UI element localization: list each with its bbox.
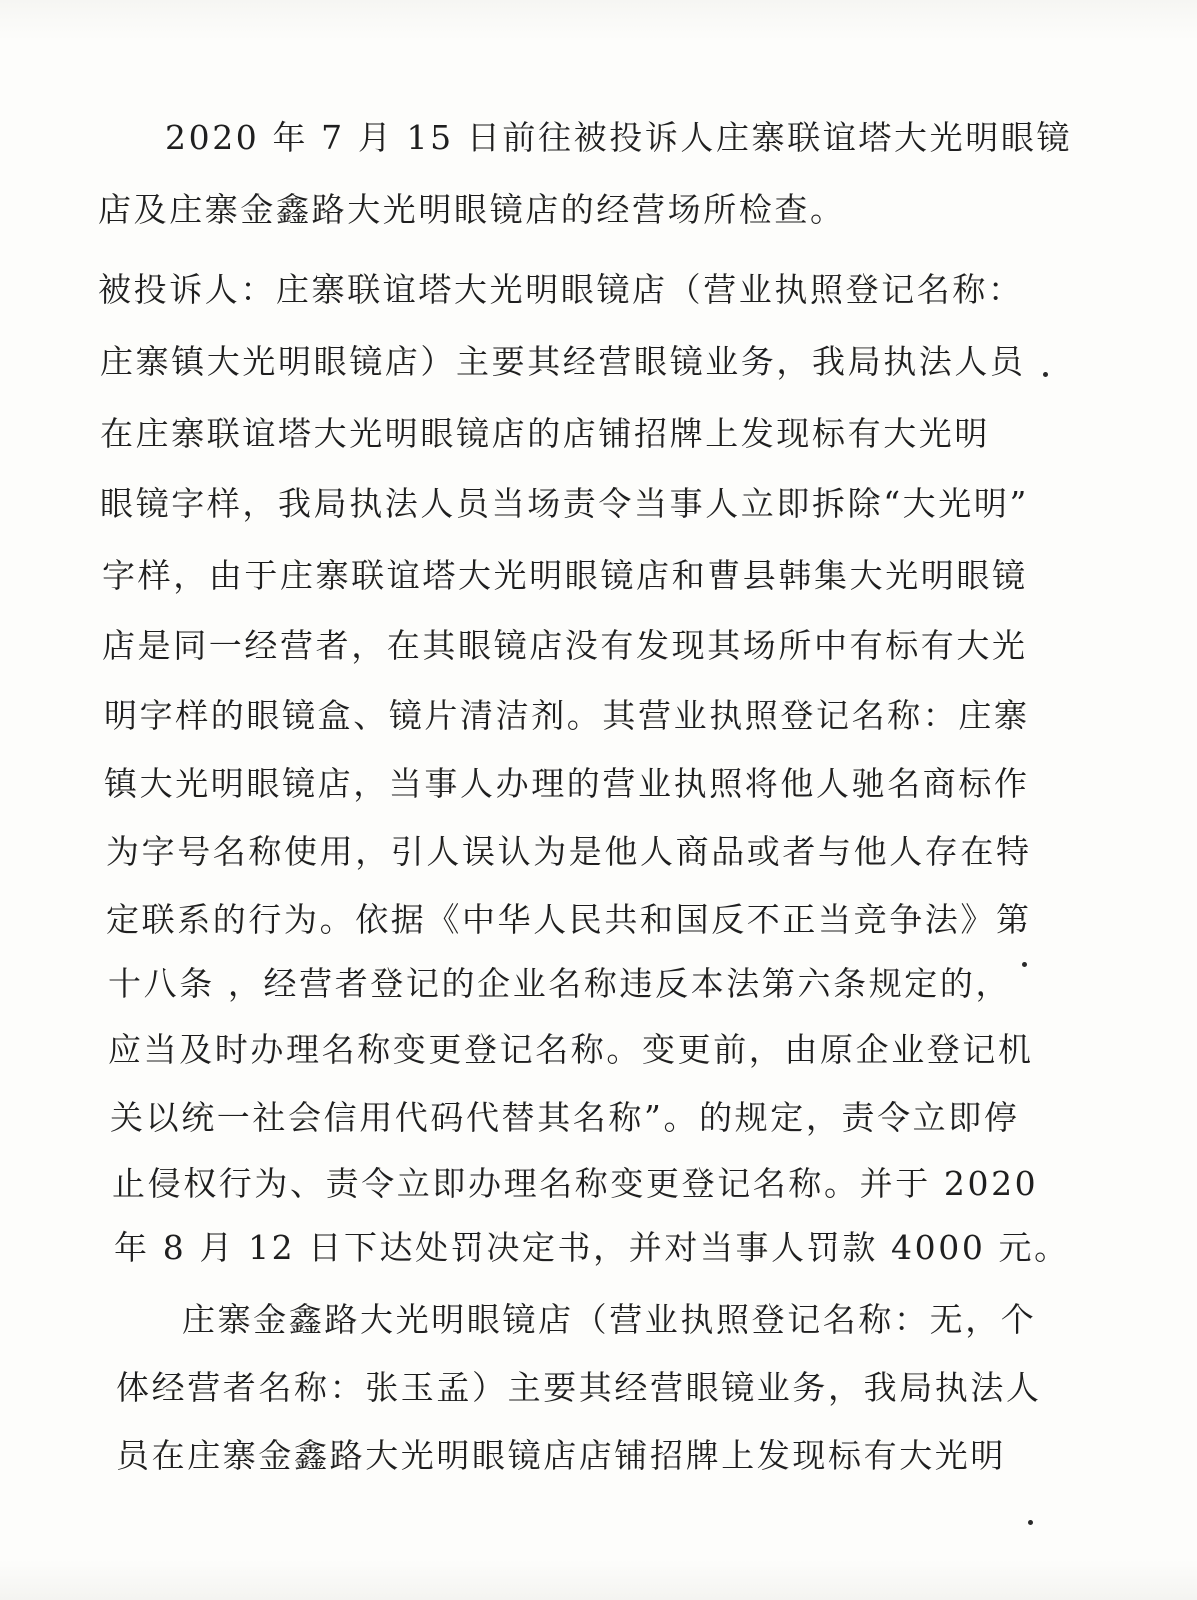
- paragraph-2-line-8: 镇大光明眼镜店，当事人办理的营业执照将他人驰名商标作: [104, 764, 1030, 803]
- paragraph-2-line-5: 字样，由于庄寨联谊塔大光明眼镜店和曹县韩集大光明眼镜: [102, 556, 1028, 595]
- paragraph-2-line-15: 年 8 月 12 日下达处罚决定书，并对当事人罚款 4000 元。: [114, 1228, 1070, 1267]
- paragraph-2-line-12: 应当及时办理名称变更登记名称。变更前，由原企业登记机: [108, 1030, 1034, 1069]
- paragraph-2-line-10: 定联系的行为。依据《中华人民共和国反不正当竞争法》第: [106, 900, 1032, 939]
- paragraph-1-line-2: 店及庄寨金鑫路大光明眼镜店的经营场所检查。: [98, 190, 846, 229]
- paragraph-2-line-2: 庄寨镇大光明眼镜店）主要其经营眼镜业务，我局执法人员: [100, 342, 1026, 381]
- paragraph-2-line-9: 为字号名称使用，引人误认为是他人商品或者与他人存在特: [106, 832, 1032, 871]
- paragraph-2-line-1: 被投诉人：庄寨联谊塔大光明眼镜店（营业执照登记名称：: [98, 270, 1024, 309]
- paragraph-2-line-13: 关以统一社会信用代码代替其名称”。的规定，责令立即停: [110, 1098, 1020, 1137]
- scan-speck: [1022, 962, 1027, 967]
- paragraph-2-line-4: 眼镜字样，我局执法人员当场责令当事人立即拆除“大光明”: [100, 484, 1029, 523]
- scan-speck: [1028, 1520, 1033, 1525]
- scan-speck: [1043, 372, 1048, 377]
- paragraph-3-line-1: 庄寨金鑫路大光明眼镜店（营业执照登记名称：无，个: [182, 1300, 1037, 1339]
- paragraph-1-line-1: 2020 年 7 月 15 日前往被投诉人庄寨联谊塔大光明眼镜: [165, 118, 1073, 157]
- paragraph-2-line-3: 在庄寨联谊塔大光明眼镜店的店铺招牌上发现标有大光明: [100, 414, 990, 453]
- paragraph-3-line-2: 体经营者名称：张玉孟）主要其经营眼镜业务，我局执法人: [116, 1368, 1042, 1407]
- paragraph-3-line-3: 员在庄寨金鑫路大光明眼镜店店铺招牌上发现标有大光明: [116, 1436, 1006, 1475]
- paragraph-2-line-14: 止侵权行为、责令立即办理名称变更登记名称。并于 2020: [112, 1164, 1039, 1203]
- paragraph-2-line-6: 店是同一经营者，在其眼镜店没有发现其场所中有标有大光: [102, 626, 1028, 665]
- paragraph-2-line-7: 明字样的眼镜盒、镜片清洁剂。其营业执照登记名称：庄寨: [104, 696, 1030, 735]
- paragraph-2-line-11: 十八条 ，经营者登记的企业名称违反本法第六条规定的，: [108, 964, 1012, 1003]
